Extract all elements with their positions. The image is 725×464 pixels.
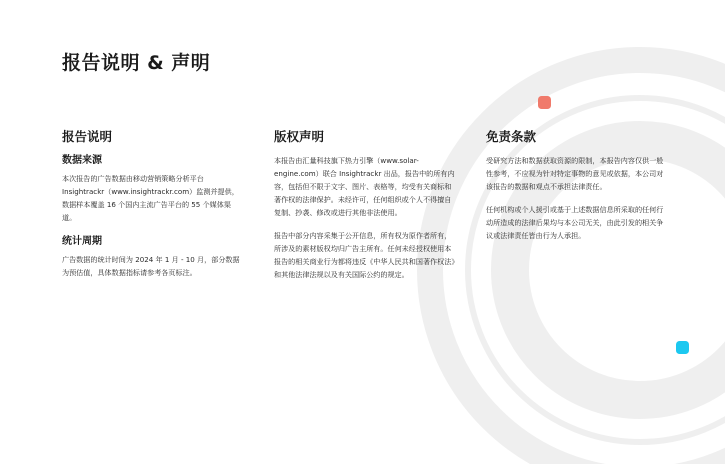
copyright-section bbox=[274, 128, 456, 281]
page-title: 报告说明 & 声明 bbox=[62, 52, 211, 74]
stat-period-text: 广告数据的统计时间为 2024 年 1 月 - 10 月，部分数据为预估值，具体数据指标请参考各页标注。 bbox=[62, 255, 240, 277]
data-source-subheading: 数据来源 bbox=[62, 155, 102, 166]
copyright-paragraph-1: 本报告由汇量科技旗下热力引擎（www.solar-engine.com）联合 Insightrackr 出品，报告中的所有内容，包括但不限于文字、图片、表格等，均受有关商标和著作权的法律保护。未经许可，任何组织或个人不得擅自复制、抄袭、修改或进行其他非法使用。 bbox=[274, 156, 455, 217]
disclaimer-paragraph-1: 受研究方法和数据获取资源的限制，本报告内容仅供一般性参考，不应视为针对特定事物的意见或依据，本公司对该报告的数据和观点不承担法律责任。 bbox=[486, 156, 664, 191]
disclaimer-paragraph-2: 任何机构或个人援引或基于上述数据信息所采取的任何行动所造成的法律后果均与本公司无关，由此引发的相关争议或法律责任皆由行为人承担。 bbox=[486, 205, 664, 240]
report-notes-heading: 报告说明 bbox=[62, 129, 113, 144]
copyright-paragraph-2: 报告中部分内容采集于公开信息，所有权为原作者所有，所涉及的素材版权均归广告主所有。任何未经授权使用本报告的相关商业行为都将违反《中华人民共和国著作权法》和其他法律法规以及有关国际公约的规定。 bbox=[274, 231, 455, 279]
disclaimer-section bbox=[486, 128, 668, 242]
disclaimer-heading: 免责条款 bbox=[486, 129, 537, 144]
coral-accent-dot bbox=[538, 96, 551, 109]
stat-period-subheading: 统计周期 bbox=[62, 236, 102, 247]
cyan-accent-dot bbox=[676, 341, 689, 354]
data-source-text: 本次报告的广告数据由移动营销策略分析平台 Insightrackr（www.insightrackr.com）监测并提供，数据样本覆盖 16 个国内主流广告平台的 55 个媒体渠道。 bbox=[62, 174, 239, 222]
copyright-heading: 版权声明 bbox=[274, 129, 325, 144]
report-notes-section bbox=[62, 128, 244, 279]
